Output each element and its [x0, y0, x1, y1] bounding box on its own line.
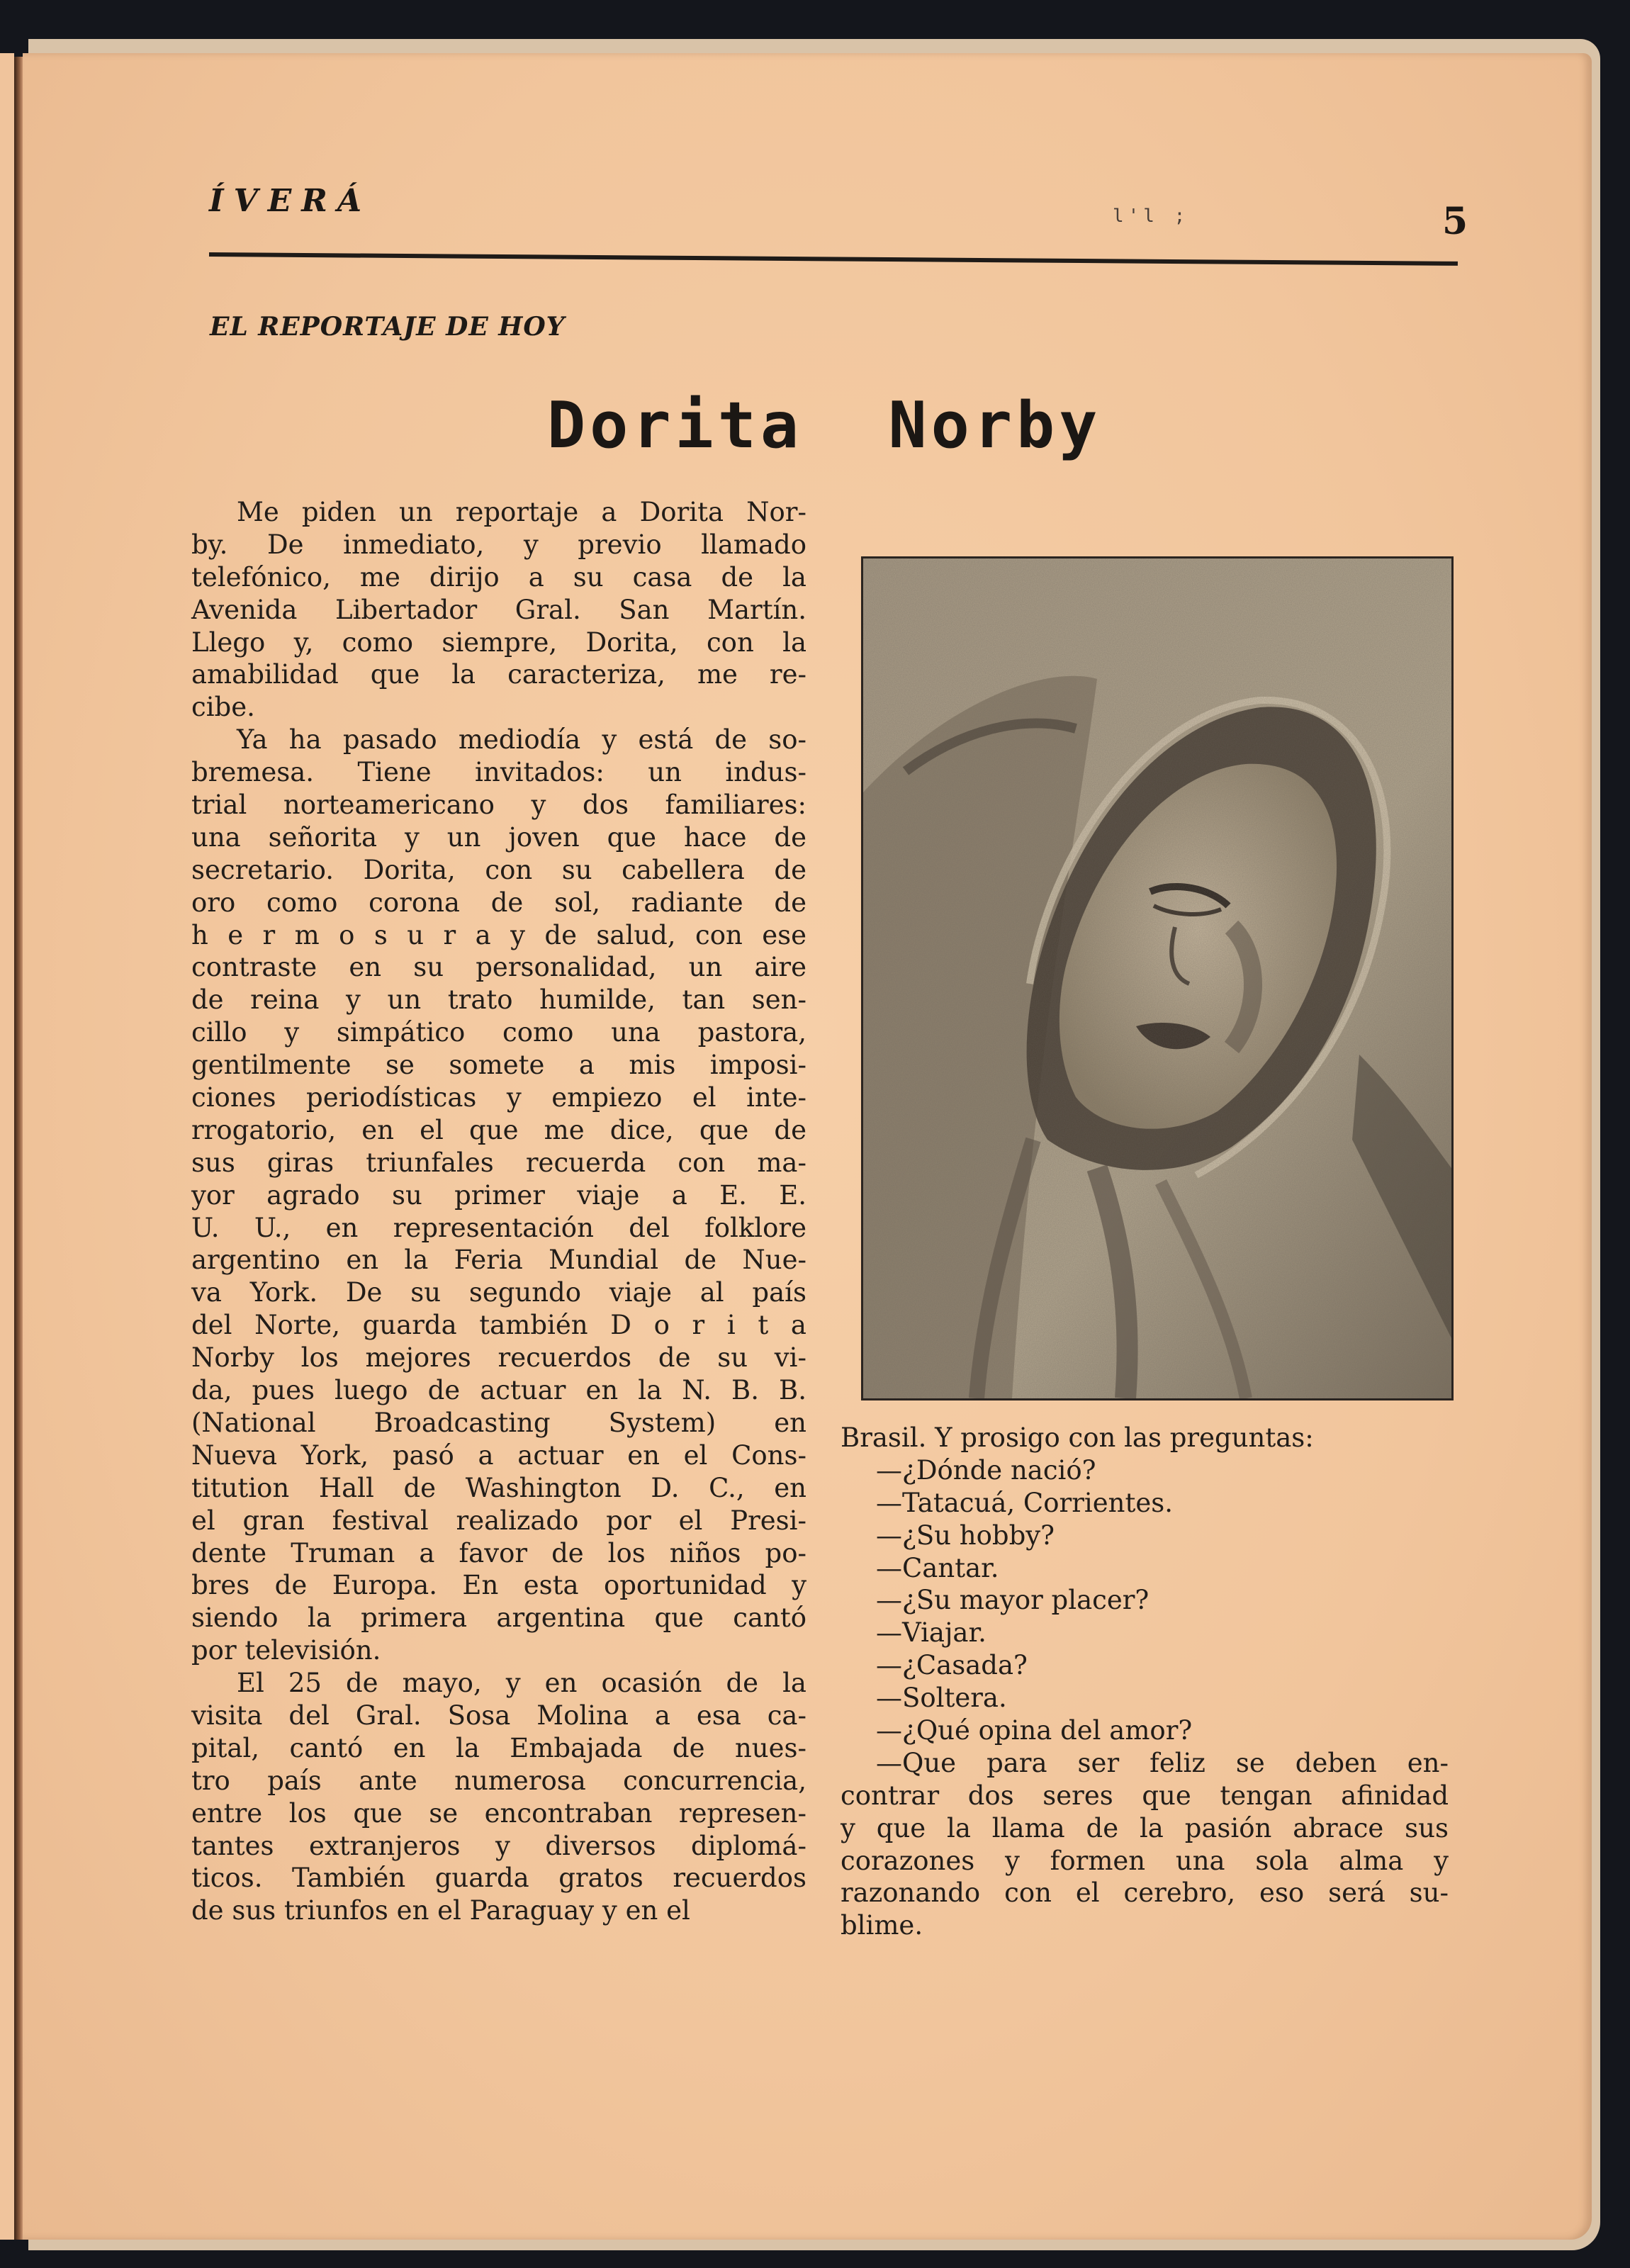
text-line: el gran festival realizado por el Presi-: [191, 1505, 806, 1536]
text-line: Me piden un reportaje a Dorita Nor-: [237, 497, 806, 527]
text-line: gentilmente se somete a mis imposi-: [191, 1050, 806, 1081]
text-line: —¿Qué opina del amor?: [876, 1715, 1193, 1746]
text-line: da, pues luego de actuar en la N. B. B.: [191, 1375, 806, 1406]
text-line: amabilidad que la caracteriza, me re-: [191, 659, 806, 690]
page-number: 5: [1442, 200, 1468, 243]
text-line: bres de Europa. En esta oportunidad y: [191, 1570, 806, 1601]
text-line: corazones y formen una sola alma y: [841, 1845, 1449, 1876]
portrait-image: [863, 558, 1451, 1398]
text-line: blime.: [841, 1910, 923, 1941]
text-line: ciones periodísticas y empiezo el inte-: [191, 1082, 806, 1113]
text-line: de reina y un trato humilde, tan sen-: [191, 984, 806, 1016]
text-line: razonando con el cerebro, eso será su-: [841, 1877, 1449, 1909]
text-line: una señorita y un joven que hace de: [191, 821, 806, 853]
text-line: siendo la primera argentina que cantó: [191, 1602, 806, 1634]
article-title: Dorita Norby: [547, 388, 1102, 463]
right-column: [841, 1422, 1449, 1942]
text-line: del Norte, guarda también D o r i t a: [191, 1310, 806, 1341]
header-print-marks: l'l ;: [1113, 206, 1190, 227]
text-line: Norby los mejores recuerdos de su vi-: [191, 1342, 806, 1374]
text-line: entre los que se encontraban represen-: [191, 1797, 806, 1829]
text-line: —Que para ser feliz se deben en-: [876, 1747, 1449, 1778]
text-line: —¿Su mayor placer?: [876, 1585, 1150, 1616]
text-line: h e r m o s u r a y de salud, con ese: [191, 919, 806, 950]
text-line: cillo y simpático como una pastora,: [191, 1017, 806, 1048]
text-line: Ya ha pasado mediodía y está de so-: [237, 724, 806, 756]
text-line: tro país ante numerosa concurrencia,: [191, 1765, 806, 1796]
text-line: tantes extranjeros y diversos diplomá-: [191, 1830, 806, 1861]
text-line: (National Broadcasting System) en: [191, 1407, 806, 1438]
book-spine: [14, 57, 23, 2240]
text-line: telefónico, me dirijo a su casa de la: [191, 561, 806, 593]
text-line: El 25 de mayo, y en ocasión de la: [237, 1668, 806, 1699]
text-line: Brasil. Y prosigo con las preguntas:: [841, 1422, 1314, 1453]
text-line: por televisión.: [191, 1635, 381, 1666]
text-line: ticos. También guarda gratos recuerdos: [191, 1863, 806, 1894]
magazine-title: ÍVERÁ: [209, 183, 371, 219]
adjacent-page-edge: [0, 53, 14, 2240]
text-line: va York. De su segundo viaje al país: [191, 1277, 806, 1308]
text-line: secretario. Dorita, con su cabellera de: [191, 854, 806, 885]
text-line: —Cantar.: [876, 1552, 999, 1583]
section-label: EL REPORTAJE DE HOY: [210, 312, 566, 342]
left-column: [191, 496, 806, 1927]
text-line: —Tatacuá, Corrientes.: [876, 1487, 1173, 1518]
text-line: bremesa. Tiene invitados: un indus-: [191, 757, 806, 788]
text-line: Llego y, como siempre, Dorita, con la: [191, 627, 806, 658]
text-line: Nueva York, pasó a actuar en el Cons-: [191, 1439, 806, 1471]
text-line: yor agrado su primer viaje a E. E.: [191, 1179, 806, 1211]
text-line: —¿Casada?: [876, 1650, 1028, 1681]
text-line: contrar dos seres que tengan afinidad: [841, 1780, 1449, 1811]
text-line: pital, cantó en la Embajada de nues-: [191, 1732, 806, 1763]
text-line: dente Truman a favor de los niños po-: [191, 1537, 806, 1568]
text-line: rrogatorio, en el que me dice, que de: [191, 1114, 806, 1145]
text-line: de sus triunfos en el Paraguay y en el: [191, 1895, 690, 1926]
text-line: contraste en su personalidad, un aire: [191, 952, 806, 983]
text-line: cibe.: [191, 692, 255, 723]
portrait-photo: [861, 556, 1454, 1400]
text-line: U. U., en representación del folklore: [191, 1212, 806, 1243]
text-line: visita del Gral. Sosa Molina a esa ca-: [191, 1700, 806, 1731]
text-line: argentino en la Feria Mundial de Nue-: [191, 1245, 806, 1276]
text-line: oro como corona de sol, radiante de: [191, 887, 806, 918]
text-line: —¿Su hobby?: [876, 1520, 1055, 1551]
text-line: titution Hall de Washington D. C., en: [191, 1472, 806, 1503]
text-line: Avenida Libertador Gral. San Martín.: [191, 594, 806, 625]
text-line: sus giras triunfales recuerda con ma-: [191, 1147, 806, 1178]
text-line: y que la llama de la pasión abrace sus: [841, 1812, 1449, 1843]
text-line: —Soltera.: [876, 1683, 1007, 1714]
text-line: by. De inmediato, y previo llamado: [191, 529, 806, 560]
text-line: trial norteamericano y dos familiares:: [191, 790, 806, 821]
text-line: —Viajar.: [876, 1617, 987, 1649]
text-line: —¿Dónde nació?: [876, 1454, 1096, 1486]
